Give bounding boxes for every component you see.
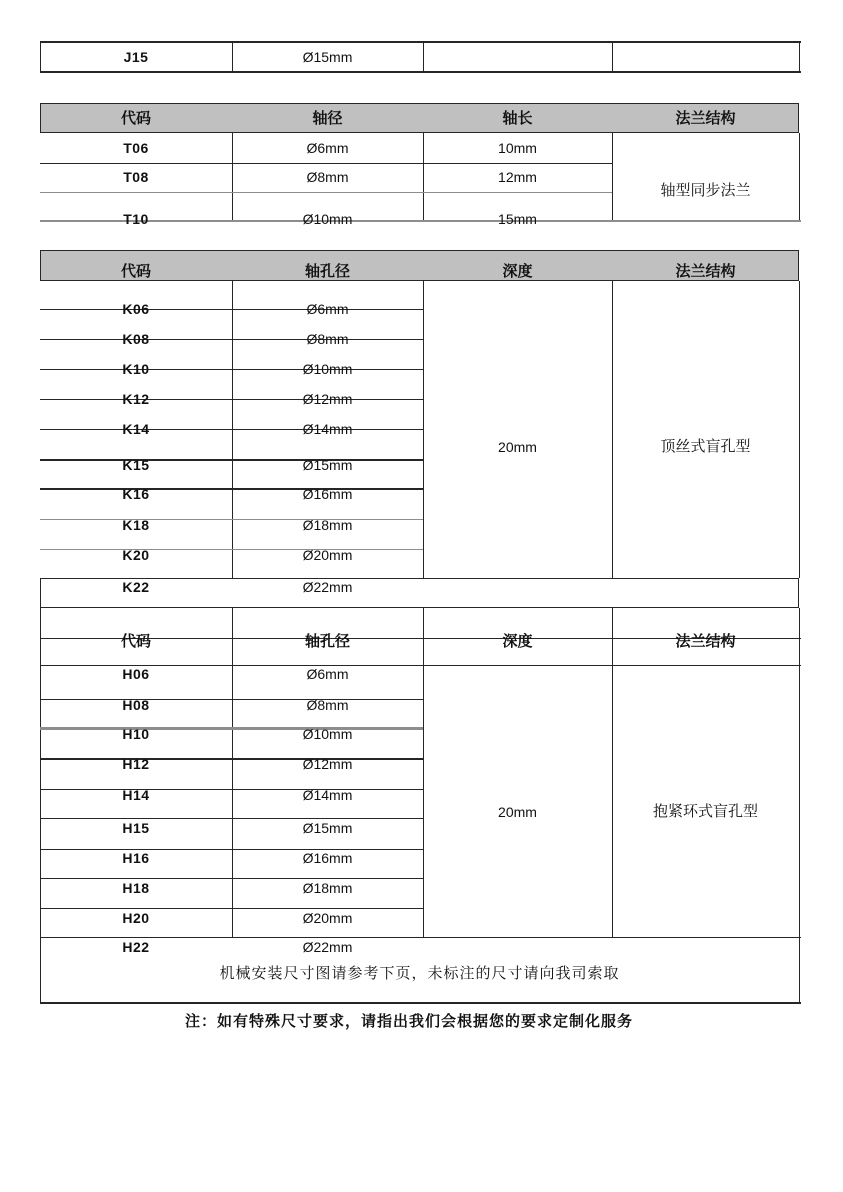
bore-cell: Ø10mm	[302, 361, 353, 377]
bore-cell: Ø18mm	[302, 880, 353, 896]
rule-line	[40, 163, 612, 164]
code-cell: K18	[122, 517, 150, 533]
flange-type-cell: 轴型同步法兰	[660, 182, 751, 199]
diameter-cell: Ø15mm	[302, 49, 353, 65]
column-divider	[799, 608, 800, 1003]
bore-cell: Ø8mm	[306, 697, 349, 713]
code-cell: H10	[122, 726, 150, 742]
code-cell: T10	[123, 211, 149, 227]
length-cell: 15mm	[498, 211, 537, 227]
column-divider	[612, 281, 613, 578]
length-cell: 12mm	[498, 169, 537, 185]
rule-line	[40, 41, 801, 43]
column-divider	[799, 281, 800, 578]
header-cell: 代码	[120, 633, 151, 650]
code-cell: H12	[122, 756, 150, 772]
code-cell: K15	[122, 457, 150, 473]
code-cell: H18	[122, 880, 150, 896]
flange-type-cell: 顶丝式盲孔型	[660, 438, 751, 455]
bore-cell: Ø22mm	[302, 939, 353, 955]
header-cell: 深度	[502, 633, 533, 650]
bore-cell: Ø10mm	[302, 726, 353, 742]
code-cell: K08	[122, 331, 150, 347]
code-cell: K22	[122, 579, 150, 595]
bore-cell: Ø15mm	[302, 457, 353, 473]
flange-type-cell: 抱紧环式盲孔型	[652, 803, 758, 820]
code-cell: K14	[122, 421, 150, 437]
column-divider	[423, 281, 424, 578]
bore-cell: Ø12mm	[302, 756, 353, 772]
code-cell: K20	[122, 547, 150, 563]
column-divider	[612, 41, 613, 73]
header-cell: 轴孔径	[304, 263, 350, 280]
bore-cell: Ø12mm	[302, 391, 353, 407]
diameter-cell: Ø6mm	[306, 140, 349, 156]
code-cell: H06	[122, 666, 150, 682]
diameter-cell: Ø10mm	[302, 211, 353, 227]
custom-service-footnote: 注：如有特殊尺寸要求，请指出我们会根据您的要求定制化服务	[184, 1013, 633, 1030]
column-divider	[799, 133, 800, 221]
bore-cell: Ø18mm	[302, 517, 353, 533]
diameter-cell: Ø8mm	[306, 169, 349, 185]
header-cell: 深度	[502, 263, 533, 280]
code-cell: J15	[123, 49, 149, 65]
header-cell: 轴孔径	[304, 633, 350, 650]
code-cell: H16	[122, 850, 150, 866]
column-divider	[612, 608, 613, 937]
code-cell: T08	[123, 169, 149, 185]
rule-line	[40, 192, 612, 193]
bore-cell: Ø14mm	[302, 421, 353, 437]
code-cell: H08	[122, 697, 150, 713]
header-cell: 轴长	[502, 110, 533, 127]
install-note: 机械安装尺寸图请参考下页，未标注的尺寸请向我司索取	[219, 965, 620, 982]
bore-cell: Ø6mm	[306, 666, 349, 682]
code-cell: H15	[122, 820, 150, 836]
rule-line	[40, 71, 801, 73]
bore-cell: Ø20mm	[302, 547, 353, 563]
bore-cell: Ø16mm	[302, 486, 353, 502]
depth-cell: 20mm	[498, 439, 537, 455]
column-divider	[423, 608, 424, 937]
header-cell: 法兰结构	[675, 633, 736, 650]
code-cell: H14	[122, 787, 150, 803]
code-cell: H20	[122, 910, 150, 926]
code-cell: K16	[122, 486, 150, 502]
column-divider	[423, 41, 424, 73]
code-cell: T06	[123, 140, 149, 156]
bore-cell: Ø14mm	[302, 787, 353, 803]
code-cell: K12	[122, 391, 150, 407]
bore-cell: Ø22mm	[302, 579, 353, 595]
bore-cell: Ø20mm	[302, 910, 353, 926]
bore-cell: Ø6mm	[306, 301, 349, 317]
code-cell: H22	[122, 939, 150, 955]
depth-cell: 20mm	[498, 804, 537, 820]
bore-cell: Ø15mm	[302, 820, 353, 836]
length-cell: 10mm	[498, 140, 537, 156]
column-divider	[799, 41, 800, 73]
header-cell: 代码	[120, 263, 151, 280]
bore-cell: Ø16mm	[302, 850, 353, 866]
bore-cell: Ø8mm	[306, 331, 349, 347]
header-cell: 法兰结构	[675, 110, 736, 127]
code-cell: K10	[122, 361, 150, 377]
header-cell: 轴径	[312, 110, 343, 127]
header-cell: 法兰结构	[675, 263, 736, 280]
code-cell: K06	[122, 301, 150, 317]
column-divider	[612, 133, 613, 221]
rule-line	[40, 1002, 801, 1004]
header-cell: 代码	[120, 110, 151, 127]
